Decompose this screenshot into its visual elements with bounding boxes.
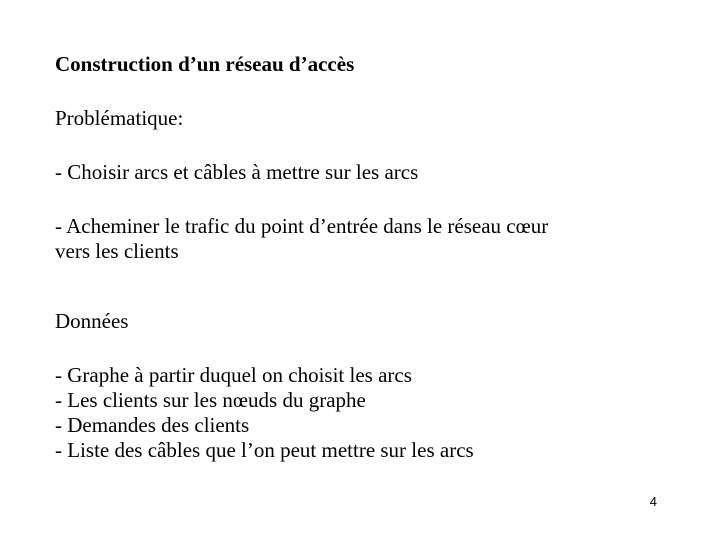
problem-item-2: - Acheminer le trafic du point d’entrée dans le réseau cœur: [55, 214, 549, 238]
slide-title: Construction d’un réseau d’accès: [55, 52, 355, 76]
data-item-2: - Les clients sur les nœuds du graphe: [55, 388, 366, 412]
data-item-3: - Demandes des clients: [55, 413, 250, 437]
data-heading: Données: [55, 309, 129, 333]
slide-body: [55, 52, 695, 463]
data-item-1: - Graphe à partir duquel on choisit les arcs: [55, 363, 412, 387]
data-item-4: - Liste des câbles que l’on peut mettre sur les arcs: [55, 438, 474, 462]
page-number: 4: [649, 494, 657, 509]
problem-heading: Problématique:: [55, 106, 184, 130]
problem-item-1: - Choisir arcs et câbles à mettre sur les arcs: [55, 160, 419, 184]
problem-item-2-continued: vers les clients: [55, 239, 179, 263]
